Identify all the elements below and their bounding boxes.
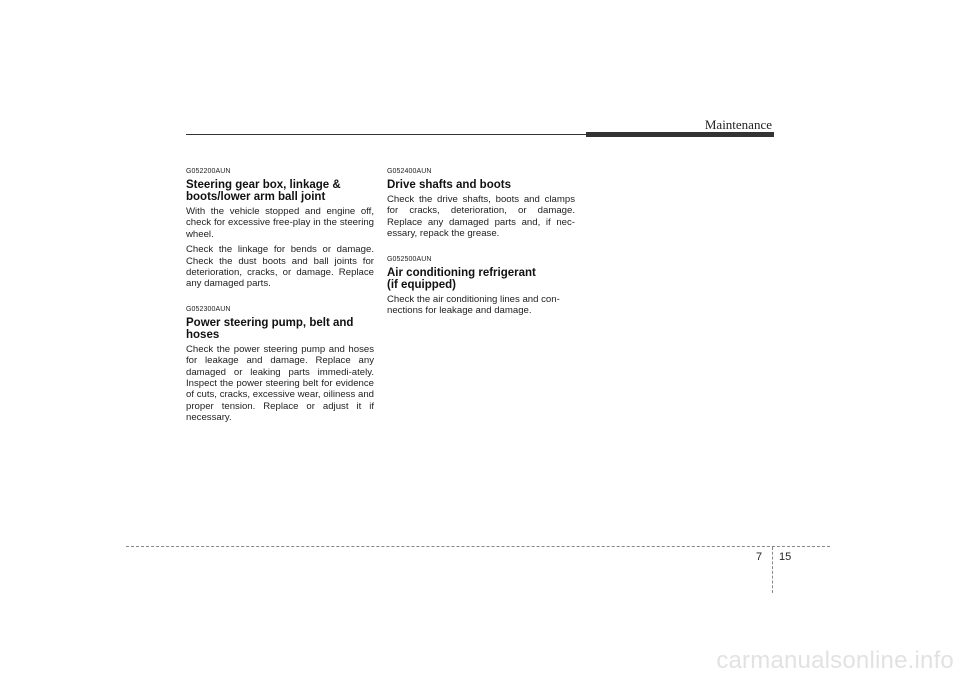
section-steering-gear [186, 168, 374, 290]
section-paragraph: With the vehicle stopped and engine off, check for excessive free-play in the steering wheel. [186, 206, 374, 240]
section-paragraph: Check the air conditioning lines and con-nections for leakage and damage. [387, 293, 560, 317]
section-heading [387, 267, 575, 291]
section-paragraph: Check the linkage for bends or damage. Check the dust boots and ball joints for deterioration, cracks, or damage. Replace any damaged parts. [186, 244, 374, 290]
section-heading: Steering gear box, linkage & boots/lower arm ball joint [186, 179, 341, 203]
section-paragraph: Check the power steering pump and hoses for leakage and damage. Replace any damaged or leaking parts immedi-ately. Inspect the power steering belt for evidence of cuts, cracks, excessive wear, oiliness and proper tension. Replace or adjust it if necessary. [186, 343, 374, 424]
section-code: G052200AUN [186, 168, 231, 175]
left-column [186, 168, 374, 440]
section-heading: Drive shafts and boots [387, 179, 511, 191]
section-drive-shafts [387, 168, 575, 240]
watermark-text: carmanualsonline.info [716, 647, 954, 674]
page-number: 15 [779, 551, 792, 563]
section-code: G052300AUN [186, 305, 231, 313]
chapter-number: 7 [756, 551, 763, 563]
right-column [387, 168, 575, 332]
section-power-steering [186, 306, 374, 424]
section-paragraph: Check the drive shafts, boots and clamps for cracks, deterioration, or damage. Replace any damaged parts and, if nec-essary, repack the grease. [387, 194, 575, 240]
section-code: G052500AUN [387, 255, 432, 263]
header-rule-thick [586, 132, 774, 137]
section-code: G052400AUN [387, 168, 432, 175]
header-title: Maintenance [704, 117, 772, 132]
section-heading-line2: (if equipped) [387, 278, 456, 291]
footer-dashed-rule [126, 546, 830, 547]
header-rule-thin [186, 134, 586, 135]
footer-dashed-divider [772, 547, 773, 593]
section-heading-line1: Air conditioning refrigerant [387, 266, 536, 279]
section-heading: Power steering pump, belt and hoses [186, 316, 354, 341]
section-air-conditioning [387, 256, 575, 317]
